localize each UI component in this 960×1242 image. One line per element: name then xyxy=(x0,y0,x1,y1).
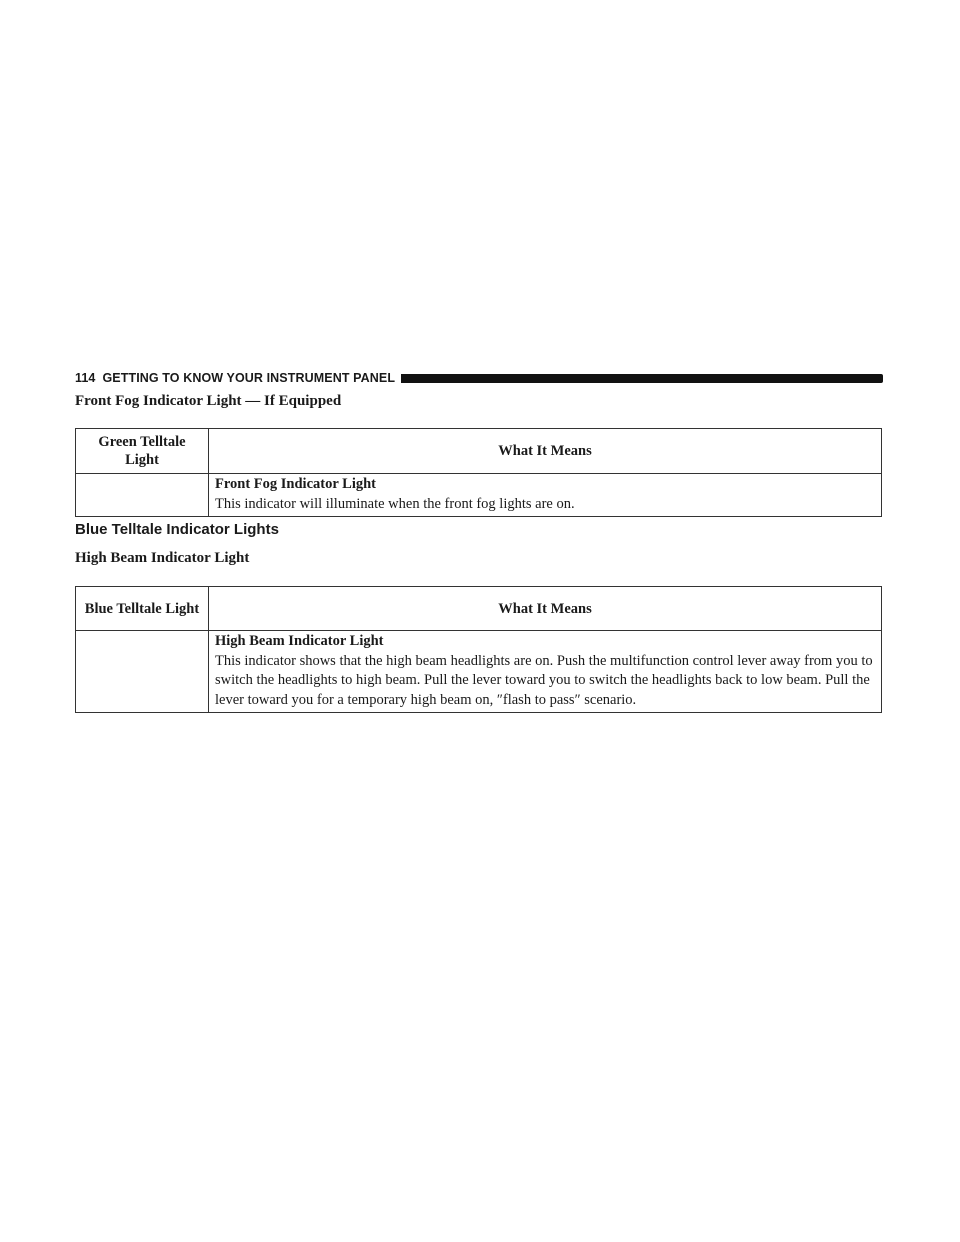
meaning-cell xyxy=(209,474,882,517)
chapter-title: GETTING TO KNOW YOUR INSTRUMENT PANEL xyxy=(102,371,396,385)
fog-telltale-table xyxy=(75,428,882,517)
telltale-icon-cell xyxy=(76,474,209,517)
col-header-meaning: What It Means xyxy=(209,587,882,631)
row-description: This indicator will illuminate when the front fog lights are on. xyxy=(215,495,575,512)
high-beam-telltale-table xyxy=(75,586,882,713)
row-description: This indicator shows that the high beam headlights are on. Push the multifunction control lever away from you to switch the headlights to high beam. Pull the lever toward you to switch the headlights back to low beam. Pull the lever toward you for a temporary high beam on, ″flash to pass″ scenario. xyxy=(215,652,873,708)
blue-telltale-heading: Blue Telltale Indicator Lights xyxy=(75,521,279,538)
table-header-row xyxy=(76,587,882,631)
row-title: High Beam Indicator Light xyxy=(215,633,384,649)
header-rule xyxy=(401,374,883,383)
page-header xyxy=(75,370,883,386)
col-header-telltale: Green Telltale Light xyxy=(76,429,209,474)
col-header-meaning: What It Means xyxy=(209,429,882,474)
table-header-row xyxy=(76,429,882,474)
table-row xyxy=(76,474,882,517)
meaning-cell xyxy=(209,631,882,713)
table-row xyxy=(76,631,882,713)
page-number: 114 xyxy=(75,371,96,385)
row-title: Front Fog Indicator Light xyxy=(215,476,376,492)
fog-section-heading: Front Fog Indicator Light — If Equipped xyxy=(75,393,342,409)
telltale-icon-cell xyxy=(76,631,209,713)
high-beam-section-heading: High Beam Indicator Light xyxy=(75,550,250,566)
col-header-telltale: Blue Telltale Light xyxy=(76,587,209,631)
